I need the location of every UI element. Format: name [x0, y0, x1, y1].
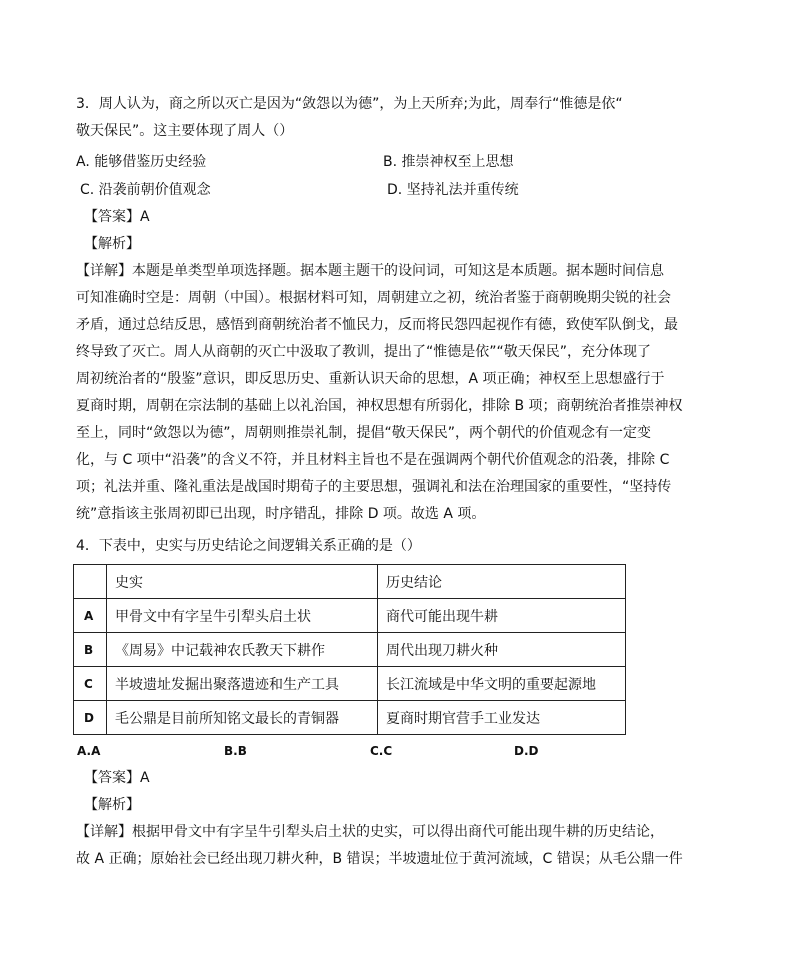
- q3-detail-line: 终导致了灭亡。周人从商朝的灭亡中汲取了教训，提出了“惟德是依”“敬天保民”，充分体现了: [76, 344, 652, 360]
- table-cell: C: [74, 667, 107, 701]
- q3-detail-line: 周初统治者的“殷鉴”意识，即反思历史、重新认识天命的思想，A 项正确；神权至上思想盛行于: [76, 371, 665, 387]
- q3-option-d: D. 坚持礼法并重传统: [387, 182, 519, 198]
- q3-option-b: B. 推崇神权至上思想: [383, 154, 514, 170]
- q3-detail-line: 夏商时期，周朝在宗法制的基础上以礼治国，神权思想有所弱化，排除 B 项；商朝统治者推崇神权: [76, 398, 683, 414]
- table-cell: 毛公鼎是目前所知铭文最长的青铜器: [107, 701, 378, 735]
- q3-detail-line: 可知准确时空是：周朝（中国）。根据材料可知，周朝建立之初，统治者鉴于商朝晚期尖锐的社会: [76, 290, 671, 306]
- q4-option-a: A.A: [77, 744, 101, 758]
- q3-option-c: C. 沿袭前朝价值观念: [80, 182, 211, 198]
- table-cell: 夏商时期官营手工业发达: [378, 701, 626, 735]
- q4-option-c: C.C: [370, 744, 393, 758]
- table-row: [74, 667, 626, 701]
- q4-table: [73, 564, 626, 735]
- q3-answer: 【答案】A: [84, 209, 150, 225]
- table-row: [74, 701, 626, 735]
- q3-option-a: A. 能够借鉴历史经验: [76, 154, 207, 170]
- table-header-cell: 历史结论: [378, 565, 626, 599]
- q3-detail-line: 项；礼法并重、隆礼重法是战国时期荀子的主要思想，强调礼和法在治理国家的重要性，“坚持传: [76, 479, 672, 495]
- q4-stem: 4．下表中，史实与历史结论之间逻辑关系正确的是（）: [76, 538, 421, 554]
- q4-detail-line: 故 A 正确；原始社会已经出现刀耕火种，B 错误；半坡遗址位于黄河流域，C 错误；从毛公鼎一件: [76, 851, 683, 867]
- q3-analysis-label: 【解析】: [84, 236, 140, 252]
- q4-answer: 【答案】A: [84, 770, 150, 786]
- table-cell: 半坡遗址发掘出聚落遗迹和生产工具: [107, 667, 378, 701]
- q3-detail-line: 化，与 C 项中“沿袭”的含义不符，并且材料主旨也不是在强调两个朝代价值观念的沿袭，排除 C: [76, 452, 670, 468]
- table-cell: 商代可能出现牛耕: [378, 599, 626, 633]
- table-cell: A: [74, 599, 107, 633]
- q3-detail-line: 【详解】本题是单类型单项选择题。据本题主题干的设问词，可知这是本质题。据本题时间信息: [76, 263, 664, 279]
- q4-analysis-label: 【解析】: [84, 797, 140, 813]
- q4-detail-line: 【详解】根据甲骨文中有字呈牛引犁头启土状的史实，可以得出商代可能出现牛耕的历史结论，: [76, 824, 664, 840]
- table-cell: B: [74, 633, 107, 667]
- q3-detail-line: 统”意指该主张周初即已出现，时序错乱，排除 D 项。故选 A 项。: [76, 506, 486, 522]
- q4-option-b: B.B: [224, 744, 247, 758]
- table-header-row: [74, 565, 626, 599]
- q3-detail-line: 至上，同时“敛怨以为德”，周朝则推崇礼制，提倡“敬天保民”，两个朝代的价值观念有一定变: [76, 425, 652, 441]
- table-header-cell: 史实: [107, 565, 378, 599]
- table-row: [74, 599, 626, 633]
- table-cell: 甲骨文中有字呈牛引犁头启土状: [107, 599, 378, 633]
- table-cell: 《周易》中记载神农氏教天下耕作: [107, 633, 378, 667]
- table-cell: 长江流域是中华文明的重要起源地: [378, 667, 626, 701]
- q3-detail-line: 矛盾，通过总结反思，感悟到商朝统治者不恤民力，反而将民怨四起视作有德，致使军队倒戈，最: [76, 317, 678, 333]
- table-cell: D: [74, 701, 107, 735]
- table-header-cell: [74, 565, 107, 599]
- table-row: [74, 633, 626, 667]
- q4-option-d: D.D: [514, 744, 539, 758]
- table-cell: 周代出现刀耕火种: [378, 633, 626, 667]
- q3-stem-line-2: 敬天保民”。这主要体现了周人（）: [76, 123, 294, 139]
- q3-stem-line-1: 3．周人认为，商之所以灭亡是因为“敛怨以为德”，为上天所弃;为此，周奉行“惟德是依“: [76, 96, 623, 112]
